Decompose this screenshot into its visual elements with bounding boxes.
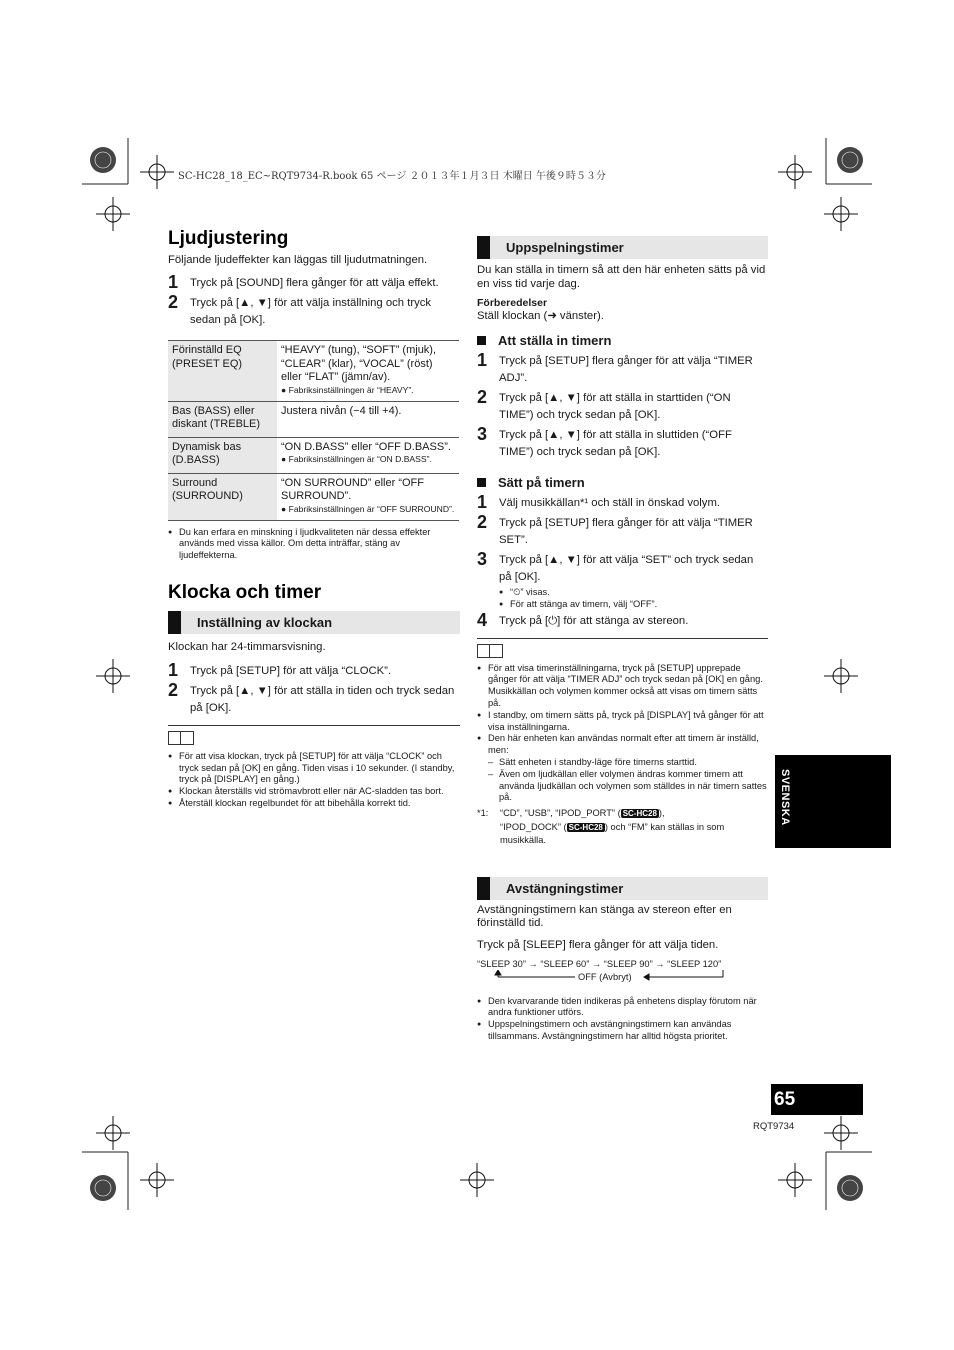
sound-effects-table (168, 340, 459, 521)
page-number: 65 (774, 1089, 796, 1110)
list-item: ● Den kvarvarande tiden indikeras på enhetens display förutom när andra funktioner utförs. (477, 996, 768, 1020)
ljud-intro: Följande ljudeffekter kan läggas till ljudutmatningen. (168, 254, 428, 266)
step-number: 4 (477, 609, 488, 630)
divider (168, 725, 460, 726)
clock-notes (168, 751, 460, 810)
list-item: ● Du kan erfara en minskning i ljudkvaliteten när dessa effekter används med vissa källor. Om detta inträffar, stäng av ljudeffekterna. (168, 527, 460, 562)
page-number-box (771, 1084, 863, 1115)
step-number: 1 (168, 272, 179, 292)
timer-on-step-1 (477, 493, 768, 512)
section-title-klocka: Klocka och timer (168, 581, 322, 603)
table-cell-value (277, 341, 459, 402)
step-number: 2 (477, 512, 488, 532)
list-item: ● För att visa klockan, tryck på [SETUP] för att välja “CLOCK” och tryck sedan på [OK] en gång. Tiden visas i 10 sekunder. (I standby, tryck på [DISPLAY] en gång.) (168, 751, 460, 786)
footnote-label: *1: (477, 808, 489, 819)
value-text: “HEAVY” (tung), “SOFT” (mjuk), “CLEAR” (klar), “VOCAL” (röst) eller “FLAT” (jämn/av). (281, 344, 437, 383)
timer-on-step-3 (477, 550, 768, 586)
divider (477, 638, 768, 639)
footnote-1 (477, 807, 768, 847)
step-text: Tryck på [▲, ▼] för att välja inställning och tryck sedan på [OK]. (190, 297, 432, 326)
table-row (168, 401, 459, 437)
step-text: Tryck på [▲, ▼] för att ställa in starttiden (“ON TIME”) och tryck sedan på [OK]. (499, 392, 731, 421)
step3-notes (499, 587, 768, 611)
table-row (168, 437, 459, 473)
step-text: Tryck på [▲, ▼] för att välja “SET” och tryck sedan på [OK]. (499, 554, 754, 583)
step-number: 2 (477, 387, 488, 407)
ljud-step-2 (168, 293, 460, 329)
subhead-set-timer (477, 333, 768, 348)
playback-intro: Du kan ställa in timern så att den här enheten sätts på vid en viss tid varje dag. (477, 264, 766, 290)
left-column (168, 228, 460, 810)
value-text: “ON D.BASS” eller “OFF D.BASS”. (281, 440, 451, 453)
bar-marker (477, 877, 490, 900)
table-cell-value (277, 401, 459, 437)
footnote-text: “CD”, “USB”, “IPOD_PORT” ( SC-HC28 ), “IPOD_DOCK” ( SC-HC28 ) och “FM” kan ställas in som musikkälla. (500, 808, 725, 846)
subsection-bar-clock (168, 611, 460, 634)
subsection-bar-playback-timer (477, 236, 768, 259)
value-note: ● Fabriksinställningen är “HEAVY”. (281, 384, 414, 395)
file-info-line: SC-HC28_18_EC~RQT9734-R.book 65 ページ ２０１３年１月３日 木曜日 午後９時５３分 (178, 171, 606, 182)
book-note-icon (477, 644, 503, 658)
value-note: ● Fabriksinställningen är “OFF SURROUND”. (281, 503, 455, 514)
list-item: ● Klockan återställs vid strömavbrott eller när AC-sladden tas bort. (168, 786, 460, 798)
step-number: 2 (168, 679, 179, 700)
step-text: Tryck på [⏻] för att stänga av stereon. (499, 614, 689, 627)
step-number: 3 (477, 424, 488, 444)
table-row (168, 341, 459, 402)
bullet-square (477, 478, 486, 487)
bullet-square (477, 336, 486, 345)
language-tab (775, 755, 891, 848)
clock-step-1 (168, 661, 460, 680)
prep-text: Ställ klockan (➜ vänster). (477, 310, 604, 322)
section-title-ljudjustering: Ljudjustering (168, 228, 289, 249)
sleep-intro: Avstängningstimern kan stänga av stereon efter en förinställd tid. (477, 903, 732, 929)
clock-step-2 (168, 681, 460, 717)
value-text: “ON SURROUND” eller “OFF SURROUND”. (281, 476, 424, 502)
value-text: Justera nivån (−4 till +4). (281, 404, 402, 417)
list-item: ● I standby, om timern sätts på, tryck på [DISPLAY] två gånger för att visa inställningarna. (477, 710, 768, 734)
table-cell-label: Dynamisk bas (D.BASS) (168, 437, 277, 473)
table-cell-label: Surround (SURROUND) (168, 473, 277, 520)
doc-code: RQT9734 (753, 1121, 795, 1132)
timer-notes (477, 663, 768, 757)
value-note: ● Fabriksinställningen är “ON D.BASS”. (281, 454, 432, 464)
timer-step-3 (477, 425, 768, 461)
sleep-notes (477, 996, 768, 1043)
timer-step-1 (477, 351, 768, 387)
model-badge: SC-HC28 (568, 822, 603, 832)
list-item: ● Den här enheten kan användas normalt efter att timern är inställd, men: (477, 733, 768, 757)
timer-on-step-4 (477, 611, 768, 630)
list-item: ● Uppspelningstimern och avstängningstimern kan användas tillsammans. Avstängningstimern har alltid högsta prioritet. (477, 1019, 768, 1043)
step-text: Tryck på [SETUP] flera gånger för att välja “TIMER ADJ”. (499, 355, 753, 384)
subhead-turn-on-timer (477, 475, 768, 490)
sleep-instruction: Tryck på [SLEEP] flera gånger för att välja tiden. (477, 938, 719, 951)
subhead-text: Att ställa in timern (498, 333, 612, 348)
bar-marker (477, 236, 490, 259)
ljud-step-1 (168, 273, 460, 292)
off-label: OFF (Avbryt) (578, 971, 632, 982)
list-item: – Sätt enheten i standby-läge före timerns starttid. (488, 757, 768, 769)
language-tab-label: SVENSKA (779, 769, 791, 826)
right-column (477, 236, 768, 1043)
table-cell-value (277, 437, 459, 473)
timer-step-2 (477, 388, 768, 424)
subsection-title: Avstängningstimer (506, 880, 624, 896)
subsection-title: Uppspelningstimer (506, 240, 624, 255)
list-item: ● “⏲” visas. (499, 587, 768, 599)
table-row (168, 473, 459, 520)
step-number: 1 (477, 350, 488, 370)
step-text: Välj musikkällan*¹ och ställ in önskad volym. (499, 497, 721, 509)
step-number: 2 (168, 292, 179, 312)
book-note-icon (168, 731, 194, 745)
subsection-bar-sleep-timer (477, 877, 768, 900)
timer-dash-notes (477, 757, 768, 804)
subhead-text: Sätt på timern (498, 475, 585, 490)
step-number: 3 (477, 549, 488, 569)
subsection-title: Inställning av klockan (197, 614, 333, 630)
step-number: 1 (168, 659, 179, 680)
clock-intro: Klockan har 24-timmarsvisning. (168, 640, 326, 653)
list-item: – Även om ljudkällan eller volymen ändras kommer timern att använda ljudkällan och volymen som ställdes in när timern sattes på. (488, 769, 768, 804)
step-text: Tryck på [SOUND] flera gånger för att välja effekt. (190, 277, 439, 289)
table-cell-value (277, 473, 459, 520)
step-text: Tryck på [▲, ▼] för att ställa in sluttiden (“OFF TIME”) och tryck sedan på [OK]. (499, 429, 732, 458)
step-number: 1 (477, 492, 488, 512)
sleep-sequence (477, 958, 768, 983)
sequence-text: “SLEEP 30” → “SLEEP 60” → “SLEEP 90” → “SLEEP 120” (477, 958, 722, 969)
list-item: ● Återställ klockan regelbundet för att bibehålla korrekt tid. (168, 798, 460, 810)
list-item: ● För att visa timerinställningarna, tryck på [SETUP] upprepade gånger för att välja “TIMER ADJ” och tryck sedan på [OK] en gång. Musikkällan och volymen kommer också att visas om timern sätts på. (477, 663, 768, 710)
model-badge: SC-HC28 (622, 809, 657, 819)
timer-on-step-2 (477, 513, 768, 549)
step-text: Tryck på [SETUP] för att välja “CLOCK”. (190, 664, 392, 677)
bar-marker (168, 611, 181, 634)
table-cell-label: Förinställd EQ (PRESET EQ) (168, 341, 277, 402)
step-text: Tryck på [▲, ▼] för att ställa in tiden och tryck sedan på [OK]. (190, 684, 455, 714)
list-item: ● För att stänga av timern, välj “OFF”. (499, 599, 768, 611)
prep-title: Förberedelser (477, 297, 548, 309)
table-cell-label: Bas (BASS) eller diskant (TREBLE) (168, 401, 277, 437)
sequence-loop (477, 970, 768, 983)
ljud-footnote (168, 527, 460, 562)
step-text: Tryck på [SETUP] flera gånger för att välja “TIMER SET”. (499, 517, 753, 546)
